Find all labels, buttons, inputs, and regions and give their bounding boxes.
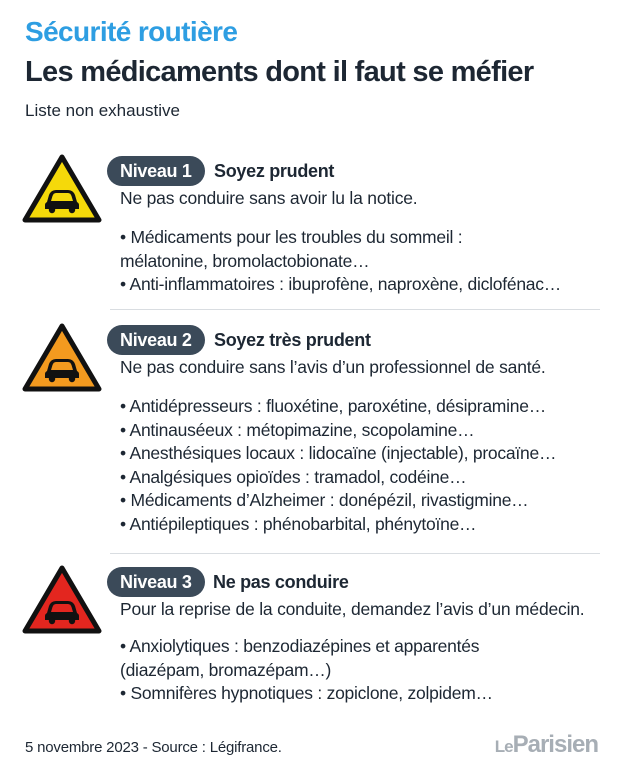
list-item: mélatonine, bromolactobionate…	[120, 250, 370, 271]
list-item: (diazépam, bromazépam…)	[120, 659, 332, 680]
level-label: Soyez prudent	[214, 161, 335, 181]
car-warning-triangle-icon	[22, 323, 102, 393]
logo-name: Parisien	[512, 731, 598, 758]
subtitle: Liste non exhaustive	[25, 101, 180, 120]
warning-sign-level-2-icon	[22, 323, 102, 393]
car-warning-triangle-icon	[22, 565, 102, 635]
car-warning-triangle-icon	[22, 154, 102, 224]
level-advice: Pour la reprise de la conduite, demandez l’avis d’un médecin.	[120, 599, 585, 619]
list-item: • Anti-inflammatoires : ibuprofène, naproxène, diclofénac…	[120, 274, 562, 294]
list-item: • Antinauséeux : métopimazine, scopolamine…	[120, 419, 475, 440]
source-note: 5 novembre 2023 - Source : Légifrance.	[25, 739, 282, 756]
divider	[110, 553, 600, 554]
level-badge: Niveau 1	[107, 156, 205, 186]
list-item: • Somnifères hypnotiques : zopiclone, zolpidem…	[120, 683, 493, 703]
warning-sign-level-1-icon	[22, 154, 102, 224]
drug-list	[120, 635, 493, 706]
warning-sign-level-3-icon	[22, 565, 102, 635]
kicker: Sécurité routière	[25, 16, 238, 47]
level-advice: Ne pas conduire sans l’avis d’un professionnel de santé.	[120, 357, 546, 377]
divider	[110, 309, 600, 310]
level-label: Soyez très prudent	[214, 330, 371, 350]
level-advice: Ne pas conduire sans avoir lu la notice.	[120, 188, 418, 208]
list-item: • Anesthésiques locaux : lidocaïne (injectable), procaïne…	[120, 443, 557, 463]
drug-list	[120, 395, 556, 536]
list-item: • Antidépresseurs : fluoxétine, paroxétine, désipramine…	[120, 396, 546, 416]
le-parisien-logo	[495, 731, 598, 759]
list-item: • Médicaments d’Alzheimer : donépézil, rivastigmine…	[120, 490, 529, 510]
list-item: • Antiépileptiques : phénobarbital, phénytoïne…	[120, 513, 477, 534]
page-title: Les médicaments dont il faut se méfier	[25, 56, 534, 88]
level-label: Ne pas conduire	[213, 572, 349, 592]
level-badge: Niveau 2	[107, 325, 205, 355]
list-item: • Analgésiques opioïdes : tramadol, codéine…	[120, 466, 467, 487]
level-badge: Niveau 3	[107, 567, 205, 597]
drug-list	[120, 226, 561, 297]
list-item: • Médicaments pour les troubles du sommeil :	[120, 227, 463, 247]
list-item: • Anxiolytiques : benzodiazépines et apparentés	[120, 636, 480, 656]
logo-le: Le	[494, 737, 513, 756]
